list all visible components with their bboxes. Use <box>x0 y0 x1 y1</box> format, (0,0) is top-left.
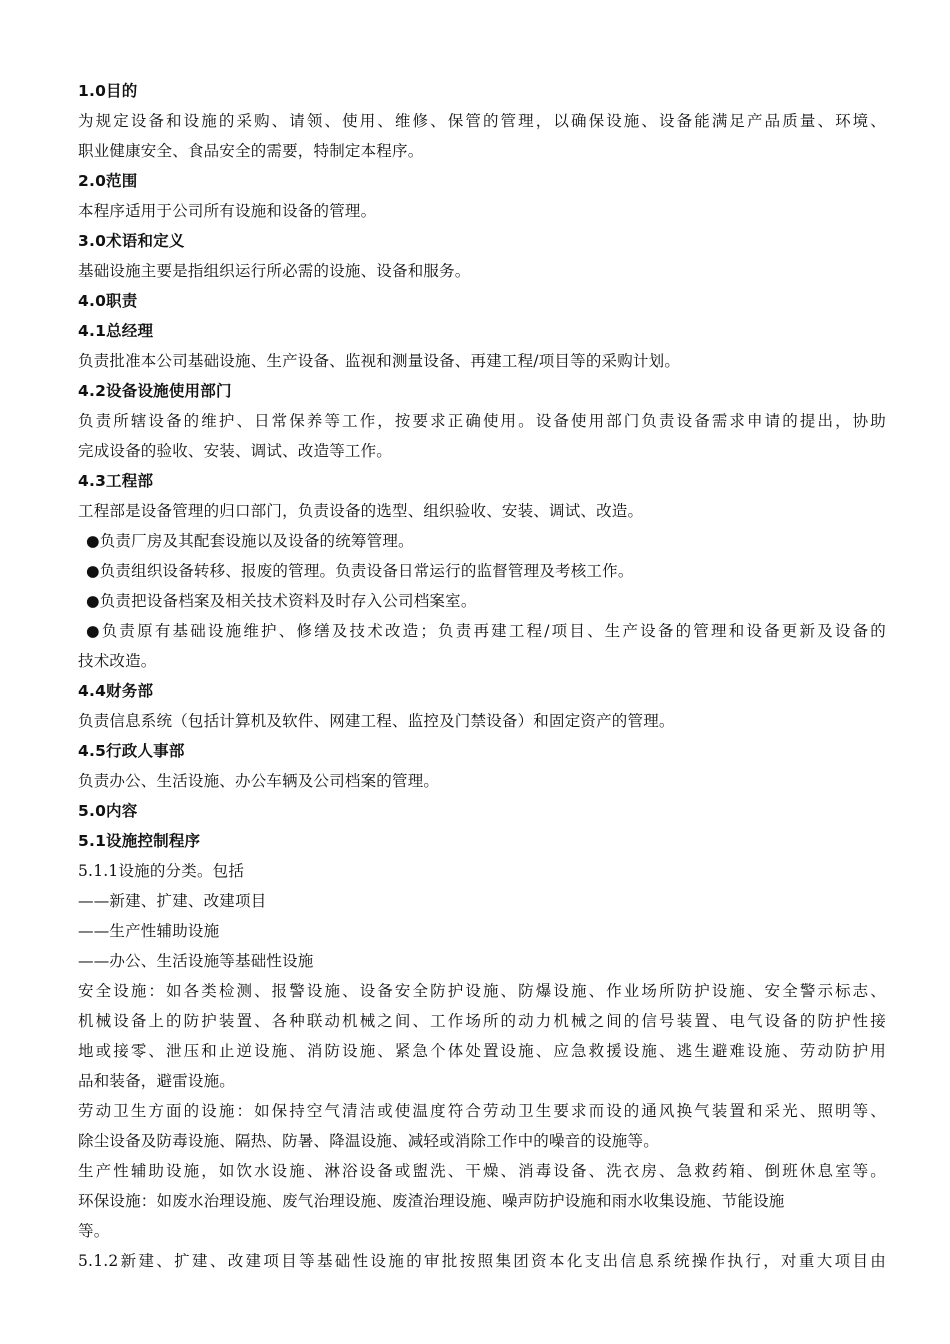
body-text-line: 安全设施：如各类检测、报警设施、设备安全防护设施、防爆设施、作业场所防护设施、安全警示标志、 <box>78 982 886 1000</box>
section-heading: 4.1总经理 <box>78 322 154 340</box>
body-text-line: 负责信息系统（包括计算机及软件、网建工程、监控及门禁设备）和固定资产的管理。 <box>78 712 675 730</box>
body-text-line: 机械设备上的防护装置、各种联动机械之间、工作场所的动力机械之间的信号装置、电气设备的防护性接 <box>78 1012 886 1030</box>
section-heading: 4.4财务部 <box>78 682 154 700</box>
body-text-line: 地或接零、泄压和止逆设施、消防设施、紧急个体处置设施、应急救援设施、逃生避难设施、劳动防护用 <box>78 1042 886 1060</box>
body-text-line: 完成设备的验收、安装、调试、改造等工作。 <box>78 442 393 460</box>
body-text-line: 工程部是设备管理的归口部门，负责设备的选型、组织验收、安装、调试、改造。 <box>78 502 644 520</box>
section-heading: 4.5行政人事部 <box>78 742 185 760</box>
body-text-line: ——新建、扩建、改建项目 <box>78 892 267 910</box>
body-text-line: 为规定设备和设施的采购、请领、使用、维修、保管的管理，以确保设施、设备能满足产品质量、环境、 <box>78 112 886 130</box>
body-text-line: 基础设施主要是指组织运行所必需的设施、设备和服务。 <box>78 262 471 280</box>
body-text-line: 负责所辖设备的维护、日常保养等工作，按要求正确使用。设备使用部门负责设备需求申请的提出，协助 <box>78 412 886 430</box>
body-text-line: 职业健康安全、食品安全的需要，特制定本程序。 <box>78 142 424 160</box>
section-heading: 2.0范围 <box>78 172 138 190</box>
body-text-line: 本程序适用于公司所有设施和设备的管理。 <box>78 202 377 220</box>
body-text-line: ——办公、生活设施等基础性设施 <box>78 952 314 970</box>
section-heading: 1.0目的 <box>78 82 138 100</box>
body-text-line: 技术改造。 <box>78 652 157 670</box>
body-text-line: 劳动卫生方面的设施：如保持空气清洁或使温度符合劳动卫生要求而设的通风换气装置和采光、照明等、 <box>78 1102 886 1120</box>
document-body <box>78 76 886 1276</box>
body-text-line: 5.1.2新建、扩建、改建项目等基础性设施的审批按照集团资本化支出信息系统操作执行，对重大项目由 <box>78 1252 886 1270</box>
section-heading: 4.3工程部 <box>78 472 154 490</box>
body-text-line: 生产性辅助设施，如饮水设施、淋浴设备或盥洗、干燥、消毒设备、洗衣房、急救药箱、倒班休息室等。 <box>78 1162 886 1180</box>
section-heading: 5.0内容 <box>78 802 138 820</box>
section-heading: 5.1设施控制程序 <box>78 832 201 850</box>
body-text-line: 负责办公、生活设施、办公车辆及公司档案的管理。 <box>78 772 440 790</box>
section-heading: 4.0职责 <box>78 292 138 310</box>
section-heading: 3.0术语和定义 <box>78 232 185 250</box>
body-text-line: 品和装备，避雷设施。 <box>78 1072 236 1090</box>
section-heading: 4.2设备设施使用部门 <box>78 382 232 400</box>
body-text-line: 5.1.1设施的分类。包括 <box>78 862 245 880</box>
body-text-line: 负责批准本公司基础设施、生产设备、监视和测量设备、再建工程/项目等的采购计划。 <box>78 352 681 370</box>
bullet-item: ●负责把设备档案及相关技术资料及时存入公司档案室。 <box>86 592 477 610</box>
body-text-line: ——生产性辅助设施 <box>78 922 220 940</box>
body-text-line: 除尘设备及防毒设施、隔热、防暑、降温设施、减轻或消除工作中的噪音的设施等。 <box>78 1132 659 1150</box>
bullet-item: ●负责厂房及其配套设施以及设备的统筹管理。 <box>86 532 414 550</box>
body-text-line: 环保设施：如废水治理设施、废气治理设施、废渣治理设施、噪声防护设施和雨水收集设施、节能设施 <box>78 1192 785 1210</box>
bullet-item: ●负责原有基础设施维护、修缮及技术改造；负责再建工程/项目、生产设备的管理和设备更新及设备的 <box>86 622 886 640</box>
bullet-item: ●负责组织设备转移、报废的管理。负责设备日常运行的监督管理及考核工作。 <box>86 562 634 580</box>
body-text-line: 等。 <box>78 1222 110 1240</box>
